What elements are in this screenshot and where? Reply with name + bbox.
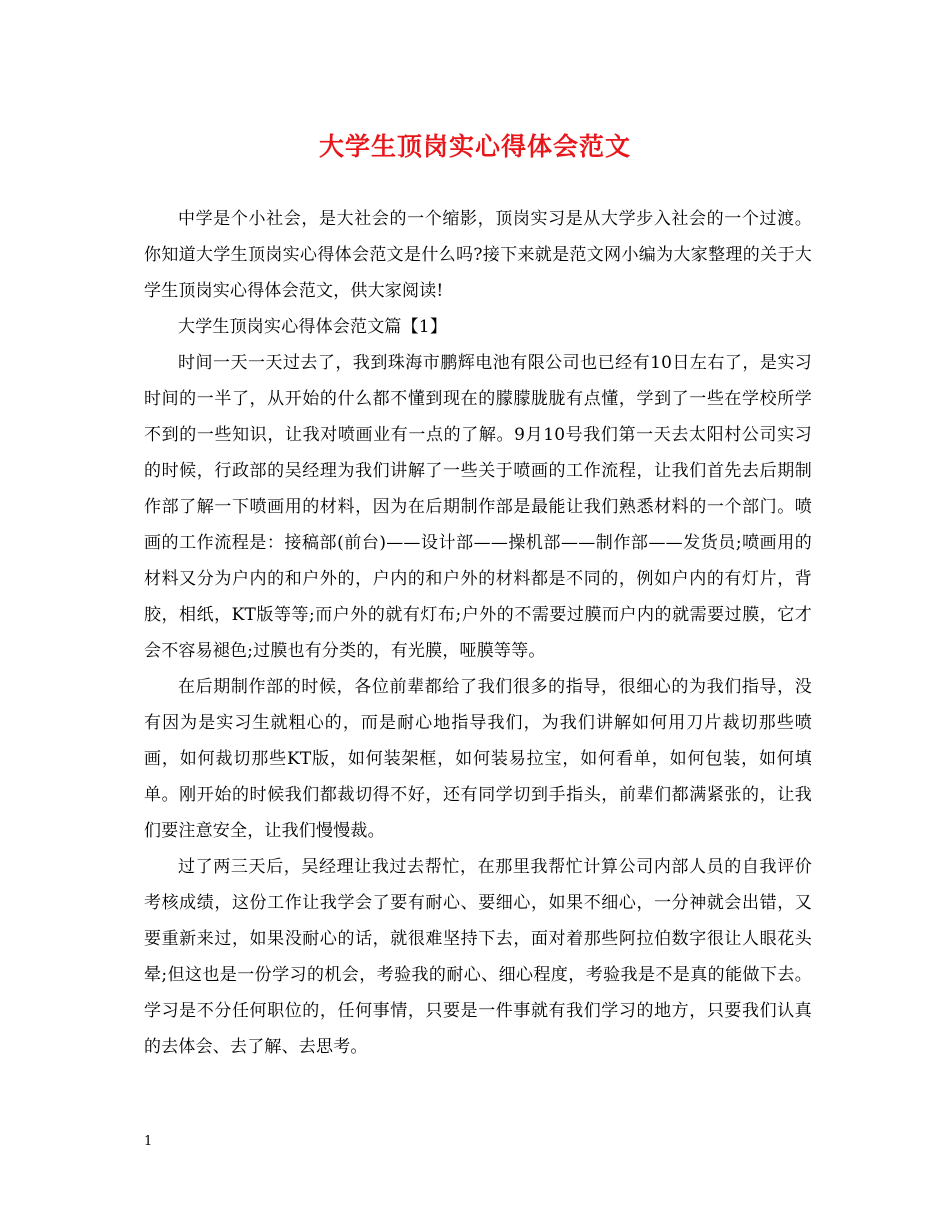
body-paragraph: 时间一天一天过去了，我到珠海市鹏辉电池有限公司也已经有10日左右了，是实习时间的一半了，从开始的什么都不懂到现在的朦朦胧胧有点懂，学到了一些在学校所学不到的一些知识，让我对喷画业有一点的了解。9月10号我们第一天去太阳村公司实习的时候，行政部的吴经理为我们讲解了一些关于喷画的工作流程，让我们首先去后期制作部了解一下喷画用的材料，因为在后期制作部是最能让我们熟悉材料的一个部门。喷画的工作流程是：接稿部(前台)——设计部——操机部——制作部——发货员;喷画用的材料又分为户内的和户外的，户内的和户外的材料都是不同的，例如户内的有灯片，背胶，相纸，KT版等等;而户外的就有灯布;户外的不需要过膜而户内的就需要过膜，它才会不容易褪色;过膜也有分类的，有光膜，哑膜等等。 (144, 353, 812, 661)
intro-paragraph: 中学是个小社会，是大社会的一个缩影，顶岗实习是从大学步入社会的一个过渡。你知道大学生顶岗实心得体会范文是什么吗?接下来就是范文网小编为大家整理的关于大学生顶岗实心得体会范文，供大家阅读! (144, 209, 812, 301)
body-paragraph: 过了两三天后，吴经理让我过去帮忙，在那里我帮忙计算公司内部人员的自我评价考核成绩，这份工作让我学会了要有耐心、要细心，如果不细心，一分神就会出错，又要重新来过，如果没耐心的话，就很难坚持下去，面对着那些阿拉伯数字很让人眼花头晕;但这也是一份学习的机会，考验我的耐心、细心程度，考验我是不是真的能做下去。学习是不分任何职位的，任何事情，只要是一件事就有我们学习的地方，只要我们认真的去体会、去了解、去思考。 (144, 857, 812, 1057)
body-paragraph: 在后期制作部的时候，各位前辈都给了我们很多的指导，很细心的为我们指导，没有因为是实习生就粗心的，而是耐心地指导我们，为我们讲解如何用刀片裁切那些喷画，如何裁切那些KT版，如何装架框，如何装易拉宝，如何看单，如何包装，如何填单。刚开始的时候我们都裁切得不好，还有同学切到手指头，前辈们都满紧张的，让我们要注意安全，让我们慢慢裁。 (144, 677, 812, 841)
page-title: 大学生顶岗实心得体会范文 (318, 132, 631, 161)
section-heading: 大学生顶岗实心得体会范文篇【1】 (178, 317, 448, 337)
document-body (144, 201, 812, 1065)
page-number: 1 (144, 1134, 153, 1149)
